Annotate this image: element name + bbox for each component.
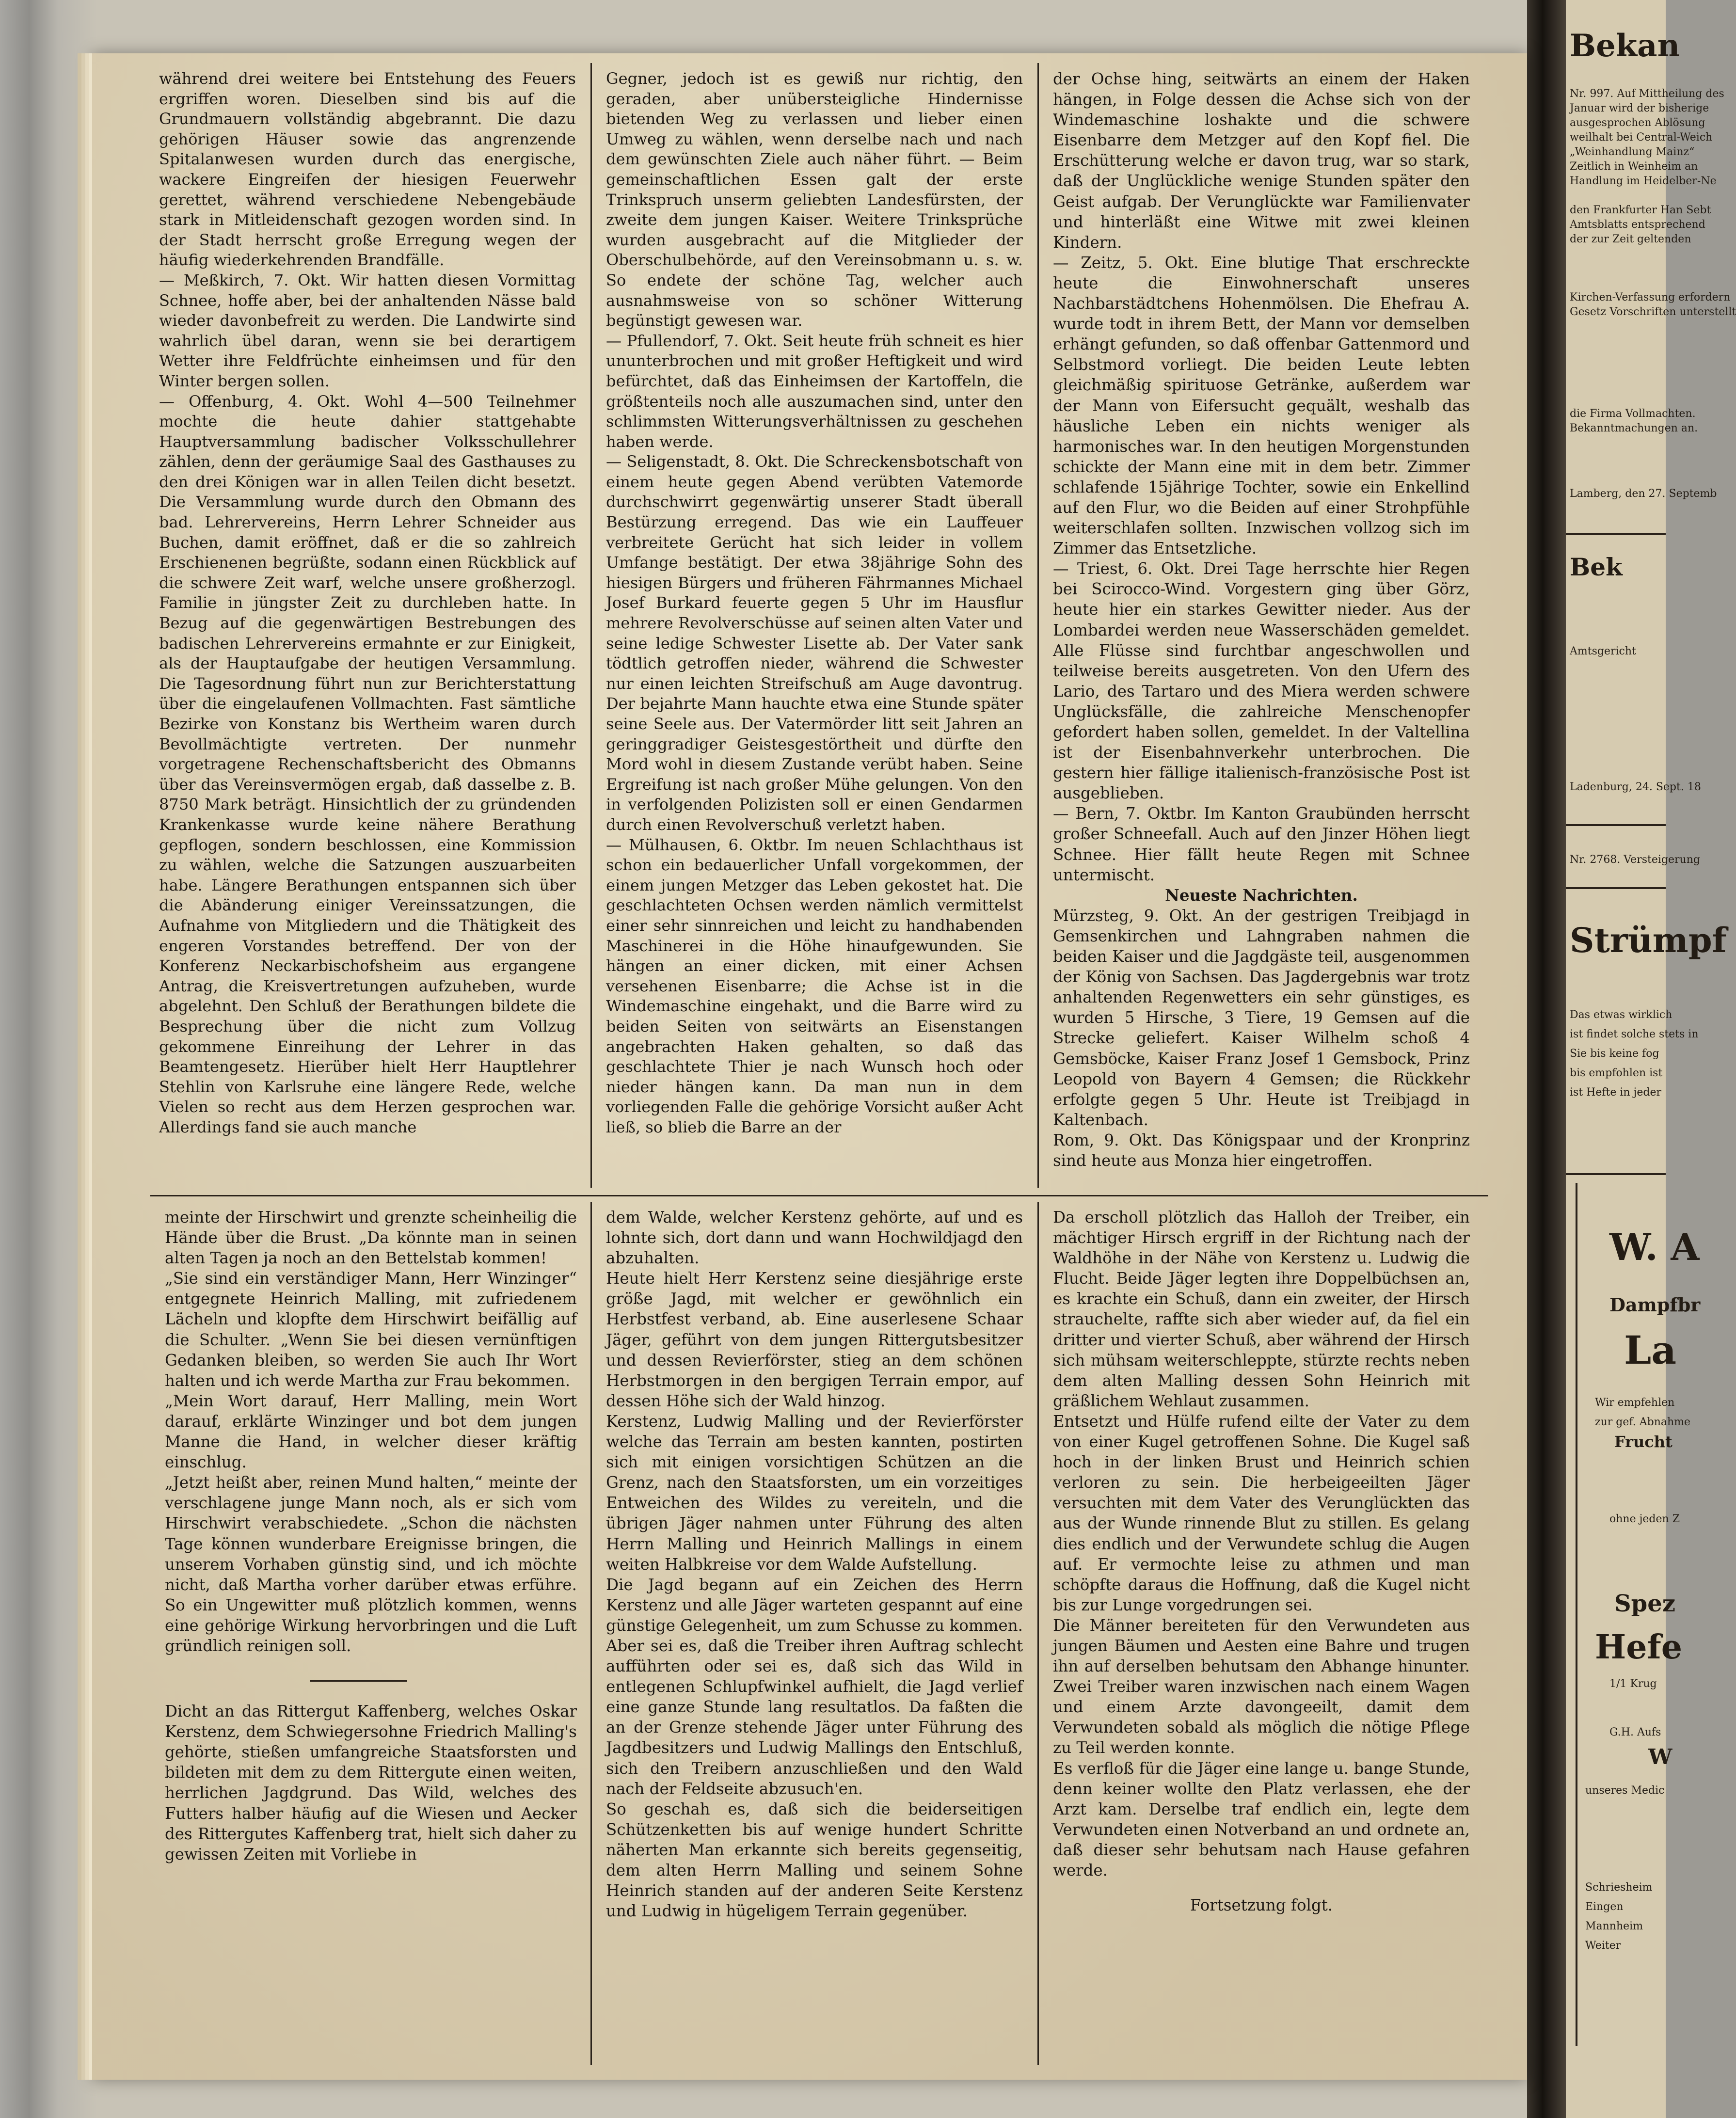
paragraph: Die Jagd begann auf ein Zeichen des Herrn Kerstenz und alle Jäger warteten gespannt auf eine günstige Gelegenheit, um zum Schusse zu kommen. Aber sei es, daß die Treiber ihren Auftrag schlecht aufführten oder sei es, daß sich das Wild in entlegenen Schlupfwinkel aufhielt, die Jagd verlief eine ganze Stunde lang resultatlos. Da faßten die an der Grenze stehende Jäger unter Führung des Jagdbesitzers und Ludwig Mallings den Entschluß, sich den Treibern anzuschließen und den Wald nach der Feldseite abzusuch'en. — [606, 1575, 1023, 1798]
paragraph: Heute hielt Herr Kerstenz seine diesjährige erste größe Jagd, mit welcher er gewöhnlich ein Herbstfest verband, ab. Eine auserlesene Schaar Jäger, geführt von dem jungen Rittergutsbesitzer und dessen Revierförster, stieg an dem schönen Herbstmorgen in den bergigen Terrain empor, auf dessen Höhe sich der Wald hinzog. — [606, 1269, 1023, 1410]
paragraph: der Ochse hing, seitwärts an einem der Haken hängen, in Folge dessen die Achse sich von der Windemaschine loshakte und die schwere Eisenbarre dem Metzger auf den Kopf fiel. Die Erschütterung welche er davon trug, war so stark, daß der Unglückliche wenige Stunden später den Geist aufgab. Der Verunglückte war Familienvater und hinterläßt eine Witwe mit zwei kleinen Kindern. — [1053, 70, 1470, 252]
advert-headline: La — [1624, 1327, 1677, 1373]
paragraph: Rom, 9. Okt. Das Königspaar und der Kronprinz sind heute aus Monza hier eingetroffen. — [1053, 1131, 1470, 1170]
to-be-continued-note: Fortsetzung folgt. — [1190, 1896, 1333, 1915]
header-fragment: Bek — [1570, 553, 1623, 581]
feuilleton-separator-line — [150, 1195, 1488, 1196]
paragraph: — Triest, 6. Okt. Drei Tage herrschte hier Regen bei Scirocco-Wind. Vorgestern ging über Görz, heute hier ein starkes Gewitter nieder. Aus der Lombardei werden neue Wasserschäden gemeldet. Alle Flüsse sind furchtbar angeschwollen und teilweise bereits ausgetreten. Von den Ufern des Lario, des Tartaro und des Miera werden schwere Unglücksfälle, die zahlreiche Menschenopfer gefordert haben sollen, gemeldet. In der Valtellina ist der Eisenbahnverkehr unterbrochen. Die gestern hier fällige italienisch-französische Post ist ausgeblieben. — [1053, 559, 1470, 803]
text-fragment: Nr. 2768. Versteigerung — [1570, 854, 1700, 866]
text-fragment: der zur Zeit geltenden — [1570, 233, 1691, 245]
upper-column-1 — [159, 69, 576, 1184]
text-fragment: unseres Medic — [1585, 1784, 1665, 1797]
advert-headline: W. A — [1609, 1226, 1700, 1269]
paragraph: — Pfullendorf, 7. Okt. Seit heute früh schneit es hier ununterbrochen und mit großer Heftigkeit und wird befürchtet, daß das Einheimsen der Kartoffeln, die größtenteils noch alle auszumachen sind, unter den schlimmsten Witterungsverhältnissen zu geschehen haben werde. — [606, 331, 1023, 451]
paragraph: — Zeitz, 5. Okt. Eine blutige That erschreckte heute die Einwohnerschaft unseres Nachbarstädtchens Hohenmölsen. Die Ehefrau A. wurde todt in ihrem Bett, der Mann vor demselben erhängt gefunden, so daß offenbar Gattenmord und Selbstmord vorliegt. Die beiden Leute lebten gleichmäßig spirituose Getränke, außerdem war der Mann von Eifersucht gequält, weshalb das häusliche Leben ein nichts weniger als harmonisches war. In den heutigen Morgenstunden schickte der Mann eine mit in dem betr. Zimmer schlafende 15jährige Tochter, sowie ein Enkellind auf den Flur, wo die Beiden auf einer Strohpfühle weiterschlafen sollten. Inzwischen vollzog sich im Zimmer das Entsetzliche. — [1053, 253, 1470, 558]
text-fragment: Lamberg, den 27. Septemb — [1570, 488, 1717, 500]
column-divider — [590, 63, 592, 1188]
paragraph: Kerstenz, Ludwig Malling und der Revierförster welche das Terrain am besten kannten, postirten sich mit einigen vorsichtigen Schützen an die Grenz, nach den Staatsforsten, um ein vorzeitiges Entweichen des Wildes zu vereiteln, und die übrigen Jäger nahmen unter Führung des alten Herrn Malling und Heinrich Mallings in einem weiten Halbkreise vor dem Walde Aufstellung. — [606, 1412, 1023, 1574]
text-fragment: Bekanntmachungen an. — [1570, 422, 1698, 434]
text-fragment: Weiter — [1585, 1940, 1621, 1952]
paragraph: meinte der Hirschwirt und grenzte scheinheilig die Hände über die Brust. „Da könnte man in seinen alten Tagen ja noch an den Bettelstab kommen! — [165, 1208, 577, 1268]
paragraph: „Jetzt heißt aber, reinen Mund halten,“ meinte der verschlagene junge Mann noch, als er sich vom Hirschwirt verabschiedete. „Schon die nächsten Tage können wunderbare Ereignisse bringen, die unserem Vorhaben günstig sind, und ich möchte nicht, daß Martha vorher darüber etwas erführe. So ein Ungewitter muß plötzlich kommen, wenns eine gehörige Wirkung hervorbringen und die Luft gründlich reinigen soll. — [165, 1473, 577, 1655]
paragraph: Es verfloß für die Jäger eine lange u. bange Stunde, denn keiner wollte den Platz verlassen, ehe der Arzt kam. Derselbe traf endlich ein, legte dem Verwundeten einen Notverband an und ordnete an, daß dieser sehr behutsam nach Hause gefahren werde. — [1053, 1759, 1470, 1879]
text-fragment: zur gef. Abnahme — [1595, 1416, 1691, 1428]
paragraph: — Bern, 7. Oktbr. Im Kanton Graubünden herrscht großer Schneefall. Auch auf den Jinzer Höhen liegt Schnee. Hier fällt heute Regen mit Schnee untermischt. — [1053, 804, 1470, 884]
advert-border — [1566, 887, 1666, 889]
text-fragment: die Firma Vollmachten. — [1570, 408, 1696, 420]
text-fragment: weilhalt bei Central-Weich — [1570, 131, 1713, 143]
section-heading-latest-news: Neueste Nachrichten. — [1165, 885, 1358, 905]
text-fragment: Gesetz Vorschriften unterstellt — [1570, 306, 1736, 318]
paragraph: — Meßkirch, 7. Okt. Wir hatten diesen Vormittag Schnee, hoffe aber, bei der anhaltenden Nässe bald wieder davonbefreit zu werden. Die Landwirte sind wahrlich übel daran, wenn sie bei derartigem Wetter ihre Feldfrüchte einheimsen und für den Winter bergen sollen. — [159, 271, 576, 390]
text-fragment: Sie bis keine fog — [1570, 1048, 1659, 1060]
text-fragment: Nr. 997. Auf Mittheilung des — [1570, 88, 1724, 100]
paragraph: — Offenburg, 4. Okt. Wohl 4—500 Teilnehmer mochte die heute dahier stattgehabte Hauptversammlung badischer Volksschullehrer zählen, denn der geräumige Saal des Gasthauses zu den drei Königen war in allen Teilen dicht besetzt. Die Versammlung wurde durch den Obmann des bad. Lehrervereins, Herrn Lehrer Schneider aus Buchen, damit eröffnet, daß er die so zahlreich Erschienenen begrüßte, sodann einen Rückblick auf die schwere Zeit warf, welche unsere großherzogl. Familie in jüngster Zeit zu durchleben hatte. In Bezug auf die gegenwärtigen Bestrebungen des badischen Lehrervereins ermahnte er zur Einigkeit, als der Hauptaufgabe der heutigen Versammlung. Die Tagesordnung führt nun zur Berichterstattung über die eingelaufenen Vollmachten. Fast sämtliche Bezirke von Konstanz bis Wertheim waren durch Bevollmächtigte vertreten. Der nunmehr vorgetragene Rechenschaftsbericht des Obmanns über das Vereinsvermögen ergab, daß dasselbe z. B. 8750 Mark beträgt. Hinsichtlich der zu gründenden Krankenkasse wurde keine nähere Berathung gepflogen, sondern beschlossen, eine Kommission zu wählen, welche die Satzungen auszuarbeiten habe. Längere Berathungen entspannen sich über die Abänderung einiger Vereinssatzungen, die Aufnahme von Mitgliedern und die Thätigkeit des engeren Vorstandes betreffend. Der von der Konferenz Neckarbischofsheim aus ergangene Antrag, die Kreisvertretungen aufzuheben, wurde abgelehnt. Den Schluß der Berathungen bildete die Besprechung über die nicht zum Vollzug gekommene Einreihung der Lehrer in das Beamtengesetz. Hierüber hielt Herr Hauptlehrer Stehlin von Karlsruhe eine längere Rede, welche Vielen so recht aus dem Herzen gesprochen war. Allerdings fand sie auch manche — [159, 392, 576, 1136]
text-fragment: Dampfbr — [1609, 1294, 1701, 1316]
text-fragment: ausgesprochen Ablösung — [1570, 117, 1705, 129]
advert-border — [1566, 1173, 1666, 1175]
paragraph: Mürzsteg, 9. Okt. An der gestrigen Treibjagd in Gemsenkirchen und Lahngraben nahmen die beiden Kaiser und die Jagdgäste teil, ausgenommen der König von Sachsen. Das Jagdergebnis war trotz anhaltenden Regenwetters ein sehr günstiges, es wurden 5 Hirsche, 3 Tiere, 19 Gemsen auf die Strecke geliefert. Kaiser Wilhelm schoß 4 Gemsböcke, Kaiser Franz Josef 1 Gemsbock, Prinz Leopold von Bayern 4 Gemsen; die Rückkehr erfolgte gegen 5 Uhr. Heute ist Treibjagd in Kaltenbach. — [1053, 906, 1470, 1129]
column-divider — [1037, 1202, 1039, 2065]
text-fragment: Zeitlich in Weinheim an — [1570, 160, 1698, 173]
lower-column-1 — [165, 1207, 577, 2060]
text-fragment: Mannheim — [1585, 1920, 1643, 1932]
paragraph: Entsetzt und Hülfe rufend eilte der Vater zu dem von einer Kugel getroffenen Sohne. Die Kugel saß hoch in der linken Brust und Heinrich schien verloren zu sein. Die herbeigeeilten Jäger versuchten mit dem Vater des Verunglückten das aus der Wunde rinnende Blut zu stillen. Es gelang dies endlich und der Verwundete schlug die Augen auf. Er vermochte leise zu athmen und man schöpfte daraus die Hoffnung, daß die Kugel nicht bis zur Lunge vorgedrungen sei. — [1053, 1412, 1470, 1614]
text-fragment: G.H. Aufs — [1609, 1726, 1661, 1738]
text-fragment: Eingen — [1585, 1901, 1624, 1913]
paragraph: — Mülhausen, 6. Oktbr. Im neuen Schlachthaus ist schon ein bedauerlicher Unfall vorgekommen, der einem jungen Metzger das Leben gekostet hat. Die geschlachteten Ochsen werden nämlich vermittelst einer sehr sinnreichen und leicht zu handhabenden Maschinerei in die Höhe hinaufgewunden. Sie hängen an einer dicken, mit einer Achsen versehenen Eisenbarre; die Achse ist in die Windemaschine eingehakt, und die Barre wird zu beiden Seiten von seitwärts an Eisenstangen angebrachten Haken gehalten, so daß das geschlachtete Thier je nach Wunsch hoch oder nieder hängen kann. Da man nun in dem vorliegenden Falle die gehörige Vorsicht außer Acht ließ, so blieb die Barre an der — [606, 835, 1023, 1136]
book-spine — [1527, 0, 1566, 2118]
text-fragment: „Weinhandlung Mainz“ — [1570, 146, 1695, 158]
text-fragment: Amtsblatts entsprechend — [1570, 219, 1705, 231]
upper-column-3 — [1053, 69, 1470, 1184]
text-fragment: Wir empfehlen — [1595, 1397, 1675, 1409]
paragraph: Da erscholl plötzlich das Halloh der Treiber, ein mächtiger Hirsch ergriff in der Richtung nach der Waldhöhe in der Nähe von Kerstenz u. Ludwig die Flucht. Beide Jäger legten ihre Doppelbüchsen an, es krachte ein Schuß, dann ein zweiter, der Hirsch strauchelte, raffte sich aber wieder auf, da fiel ein dritter und vierter Schuß, aber während der Hirsch sich mühsam weiterschleppte, stürzte rechts neben dem alten Malling dessen Sohn Heinrich mit gräßlichem Wehlaut zusammen. — [1053, 1208, 1470, 1410]
advert-headline: Hefe — [1595, 1628, 1683, 1667]
text-fragment: ist Hefte in jeder — [1570, 1086, 1662, 1099]
paragraph: dem Walde, welcher Kerstenz gehörte, auf und es lohnte sich, dort dann und wann Hochwildjagd den abzuhalten. — [606, 1208, 1023, 1268]
advert-headline: Spez — [1614, 1590, 1676, 1617]
text-fragment: Januar wird der bisherige — [1570, 102, 1709, 114]
paragraph: Die Männer bereiteten für den Verwundeten aus jungen Bäumen und Aesten eine Bahre und trugen ihn auf derselben behutsam den Abhange hinunter. Zwei Treiber waren inzwischen nach einem Wagen und einem Arzte davongeeilt, damit dem Verwundeten sobald als möglich die nötige Pflege zu Teil werden konnte. — [1053, 1616, 1470, 1757]
paragraph: So geschah es, daß sich die beiderseitigen Schützenketten bis auf wenige hundert Schritte näherten Man erkannte sich bereits gegenseitig, dem alten Herrn Malling und seinem Sohne Heinrich standen auf der anderen Seite Kerstenz und Ludwig in hügeligem Terrain gegenüber. — [606, 1800, 1023, 1921]
text-fragment: W — [1648, 1745, 1672, 1769]
text-fragment: Amtsgericht — [1570, 645, 1636, 657]
text-fragment: 1/1 Krug — [1609, 1678, 1657, 1690]
text-fragment: Frucht — [1614, 1433, 1672, 1451]
paragraph: während drei weitere bei Entstehung des Feuers ergriffen woren. Dieselben sind bis auf die Grundmauern vollständig abgebrannt. Die dazu gehörigen Häuser sowie das angrenzende Spitalanwesen wurden durch das energische, wackere Eingreifen der hiesigen Feuerwehr gerettet, während verschiedene Nebengebäude stark in Mitleidenschaft gezogen worden sind. In der Stadt herrscht große Erregung wegen der häufig wiederkehrenden Brandfälle. — [159, 69, 576, 270]
column-divider — [590, 1202, 592, 2065]
text-fragment: den Frankfurter Han Sebt — [1570, 204, 1711, 216]
opposite-page-fragment — [1566, 0, 1736, 2118]
chapter-separator-rule — [310, 1680, 407, 1682]
advert-border-left — [1576, 1183, 1577, 2046]
text-fragment: ist findet solche stets in — [1570, 1028, 1699, 1040]
text-fragment: ohne jeden Z — [1609, 1513, 1680, 1525]
text-fragment: Kirchen-Verfassung erfordern — [1570, 291, 1731, 303]
advert-border — [1566, 824, 1666, 826]
newspaper-page — [92, 53, 1527, 2080]
paragraph: Gegner, jedoch ist es gewiß nur richtig, den geraden, aber unübersteigliche Hindernisse bietenden Weg zu verlassen und lieber einen Umweg zu wählen, wenn derselbe nach und nach dem gewünschten Ziele auch näher führt. — Beim gemeinschaftlichen Essen galt der erste Trinkspruch unserm geliebten Landesfürsten, der zweite dem jungen Kaiser. Weitere Trinksprüche wurden ausgebracht auf die Mitglieder der Oberschulbehörde, auf den Vereinsobmann u. s. w. So endete der schöne Tag, welcher auch ausnahmsweise von so schöner Witterung begünstigt gewesen war. — [606, 69, 1023, 330]
text-fragment: Ladenburg, 24. Sept. 18 — [1570, 781, 1701, 793]
paragraph: Dicht an das Rittergut Kaffenberg, welches Oskar Kerstenz, dem Schwiegersohne Friedrich Malling's gehörte, stießen umfangreiche Staatsforsten und bildeten mit dem zu dem Rittergute einen weiten, herrlichen Jagdgrund. Das Wild, welches des Futters halber häufig auf die Wiesen und Aecker des Rittergutes Kaffenberg trat, hielt sich daher zu gewissen Zeiten mit Vorliebe in — [165, 1702, 577, 1863]
text-fragment: Handlung im Heidelber-Ne — [1570, 175, 1717, 187]
column-divider — [1037, 63, 1039, 1188]
advert-border — [1566, 533, 1666, 535]
paragraph: „Sie sind ein verständiger Mann, Herr Winzinger“ entgegnete Heinrich Malling, mit zufriedenem Lächeln und klopfte dem Hirschwirt beifällig auf die Schulter. „Wenn Sie bei diesen vernünftigen Gedanken bleiben, so werden Sie auch Ihr Wort halten und ich werde Martha zur Frau bekommen. — [165, 1269, 577, 1390]
text-fragment: bis empfohlen ist — [1570, 1067, 1663, 1079]
lower-column-3 — [1053, 1207, 1470, 2060]
text-fragment: Das etwas wirklich — [1570, 1009, 1672, 1021]
header-fragment: Bekan — [1570, 28, 1680, 64]
advert-headline: Strümpf — [1570, 920, 1727, 960]
paragraph: — Seligenstadt, 8. Okt. Die Schreckensbotschaft von einem heute gegen Abend verübten Vatemorde durchschwirrt gegenwärtig unserer Stadt überall Bestürzung erregend. Das wie ein Lauffeuer verbreitete Gerücht hat sich leider in vollem Umfange bestätigt. Der etwa 38jährige Sohn des hiesigen Bürgers und früheren Fährmannes Michael Josef Burkard feuerte gegen 5 Uhr im Hausflur mehrere Revolverschüsse auf seinen alten Vater und seine ledige Schwester Lisette ab. Der Vater sank tödtlich getroffen nieder, während die Schwester nur einen leichten Streifschuß am Auge davontrug. Der bejahrte Mann hauchte etwa eine Stunde später seine Seele aus. Der Vatermörder litt seit Jahren an geringgradiger Geistesgestörtheit und dürfte den Mord wohl in diesem Zustande verübt haben. Seine Ergreifung ist nach großer Mühe gelungen. Von den in verfolgenden Polizisten soll er einen Gendarmen durch einen Revolverschuß verletzt haben. — [606, 452, 1023, 834]
paragraph: „Mein Wort darauf, Herr Malling, mein Wort darauf, erklärte Winzinger und bot dem jungen Manne die Hand, in welcher dieser kräftig einschlug. — [165, 1391, 577, 1472]
lower-column-2 — [606, 1207, 1023, 2060]
text-fragment: Schriesheim — [1585, 1881, 1653, 1894]
upper-column-2 — [606, 69, 1023, 1184]
